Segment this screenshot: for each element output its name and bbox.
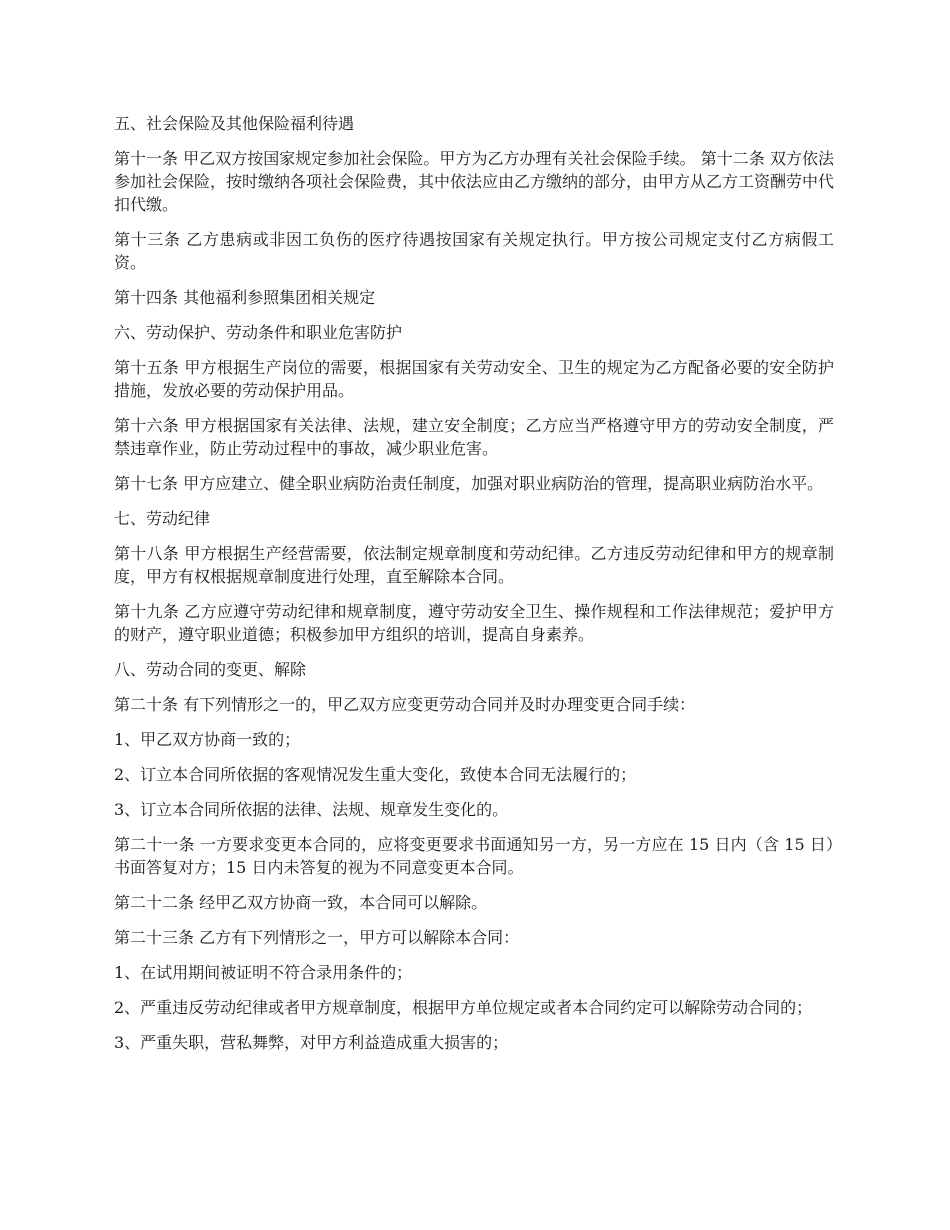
list-item: 1、在试用期间被证明不符合录用条件的；	[114, 963, 413, 982]
section-heading-labor-protection: 六、劳动保护、劳动条件和职业危害防护	[114, 323, 403, 342]
list-item: 2、严重违反劳动纪律或者甲方规章制度，根据甲方单位规定或者本合同约定可以解除劳动合同的；	[114, 998, 813, 1017]
section-heading-contract-change: 八、劳动合同的变更、解除	[114, 660, 307, 679]
article-11-12: 第十一条 甲乙双方按国家规定参加社会保险。甲方为乙方办理有关社会保险手续。 第十二条 双方依法参加社会保险，按时缴纳各项社会保险费，其中依法应由乙方缴纳的部分，由甲方从乙方工资酬劳中代扣代缴。	[114, 149, 835, 214]
list-item: 2、订立本合同所依据的客观情况发生重大变化，致使本合同无法履行的；	[114, 765, 637, 784]
article-19: 第十九条 乙方应遵守劳动纪律和规章制度，遵守劳动安全卫生、操作规程和工作法律规范；爱护甲方的财产，遵守职业道德；积极参加甲方组织的培训，提高自身素养。	[114, 602, 834, 644]
article-22: 第二十二条 经甲乙双方协商一致，本合同可以解除。	[114, 893, 488, 912]
section-heading-social-insurance: 五、社会保险及其他保险福利待遇	[114, 114, 355, 133]
article-17: 第十七条 甲方应建立、健全职业病防治责任制度，加强对职业病防治的管理，提高职业病防治水平。	[114, 474, 824, 493]
list-item: 3、严重失职，营私舞弊，对甲方利益造成重大损害的；	[114, 1033, 509, 1052]
article-13: 第十三条 乙方患病或非因工负伤的医疗待遇按国家有关规定执行。甲方按公司规定支付乙方病假工资。	[114, 230, 834, 272]
document-body	[114, 112, 834, 1066]
article-14: 第十四条 其他福利参照集团相关规定	[114, 288, 376, 307]
section-heading-labor-discipline: 七、劳动纪律	[114, 509, 211, 528]
article-15: 第十五条 甲方根据生产岗位的需要，根据国家有关劳动安全、卫生的规定为乙方配备必要的安全防护措施，发放必要的劳动保护用品。	[114, 358, 834, 400]
list-item: 3、订立本合同所依据的法律、法规、规章发生变化的。	[114, 800, 509, 819]
article-16: 第十六条 甲方根据国家有关法律、法规，建立安全制度；乙方应当严格遵守甲方的劳动安全制度，严禁违章作业，防止劳动过程中的事故，减少职业危害。	[114, 416, 834, 458]
article-21: 第二十一条 一方要求变更本合同的，应将变更要求书面通知另一方，另一方应在 15 日内（含 15 日）书面答复对方；15 日内未答复的视为不同意变更本合同。	[114, 835, 834, 877]
article-18: 第十八条 甲方根据生产经营需要，依法制定规章制度和劳动纪律。乙方违反劳动纪律和甲方的规章制度，甲方有权根据规章制度进行处理，直至解除本合同。	[114, 544, 834, 586]
article-20: 第二十条 有下列情形之一的，甲乙双方应变更劳动合同并及时办理变更合同手续：	[114, 695, 696, 714]
list-item: 1、甲乙双方协商一致的；	[114, 730, 301, 749]
article-23: 第二十三条 乙方有下列情形之一，甲方可以解除本合同：	[114, 928, 520, 947]
